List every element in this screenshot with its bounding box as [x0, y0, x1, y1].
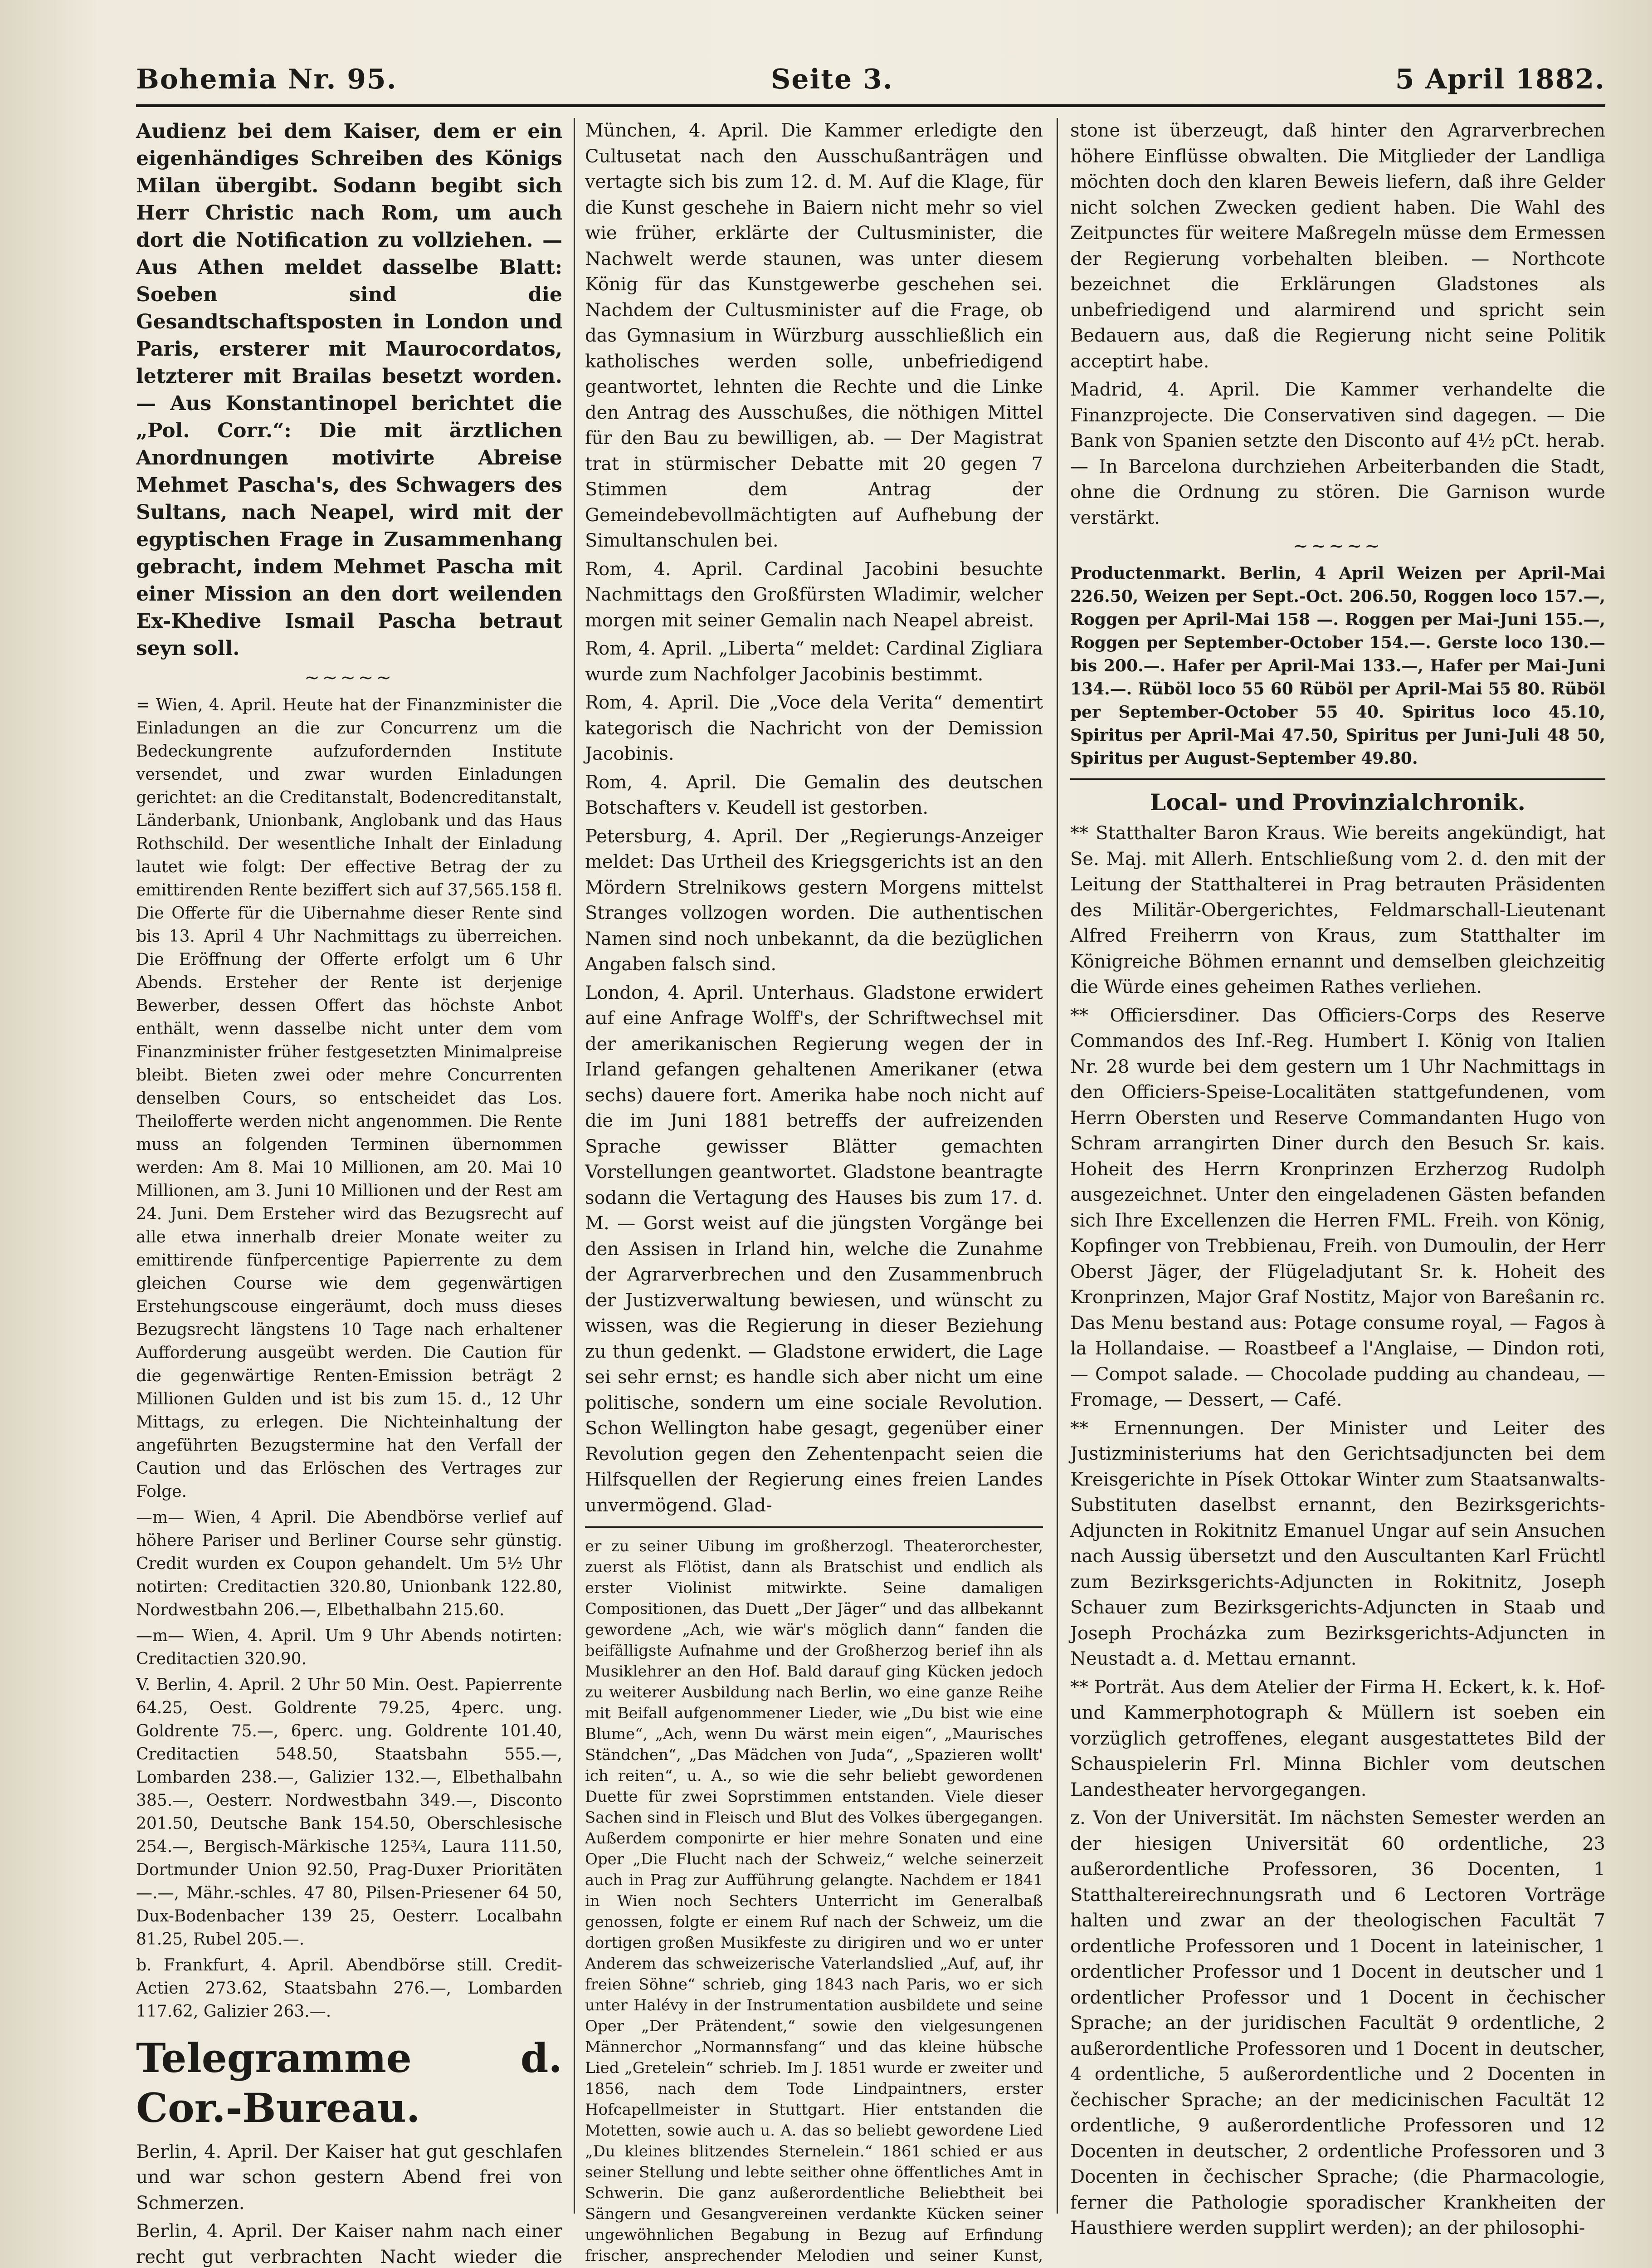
article-text: = Wien, 4. April. Heute hat der Finanzminister die Einladungen an die zur Concurrenz um die Bedeckungrente aufzufordernden Institute versendet, und zwar wurden Einladungen gerichtet: an die Creditanstalt, Bodencreditanstalt, Länderbank, Unionbank, Anglobank und das Haus Rothschild. Der wesentliche Inhalt der Einladung lautet wie folgt: Der effective Betrag der zu emittirenden Rente beziffert sich auf 37,565.158 fl. Die Offerte für die Uibernahme dieser Rente sind bis 13. April 4 Uhr Nachmittags zu überreichen. Die Eröffnung der Offerte erfolgt um 6 Uhr Abends. Ersteher der Rente ist derjenige Bewerber, dessen Offert das höchste Anbot enthält, wenn dasselbe nicht unter dem vom Finanzminister früher festgesetzten Minimalpreise bleibt. Bieten zwei oder mehre Concurrenten denselben Cours, so entscheidet das Los. Theilofferte werden nicht angenommen. Die Rente muss an folgenden Terminen übernommen werden: Am 8. Mai 10 Millionen, am 20. Mai 10 Millionen, am 3. Juni 10 Millionen und der Rest am 24. Juni. Dem Ersteher wird das Bezugsrecht auf alle etwa innerhalb dreier Monate weiter zu emittirende fünfpercentige Papierrente zu dem gleichen Course wie dem gegenwärtigen Erstehungscouse eingeräumt, doch muss dieses Bezugsrecht längstens 10 Tage nach erhaltener Aufforderung ausgeübt werden. Die Caution für die gegenwärtige Renten-Emission beträgt 2 Millionen Gulden und ist bis zum 15. d., 12 Uhr Mittags, zu erlegen. Die Nichteinhaltung der angeführten Bezugstermine hat den Verfall der Caution und das Erlöschen des Vertrages zur Folge. — [136, 695, 562, 1501]
article-text: z. Von der Universität. Im nächsten Semester werden an der hiesigen Universität 60 ordentliche, 23 außerordentliche Professoren, 36 Docenten, 1 Statthaltereirechnungsrath und 6 Lectoren Vorträge halten und zwar an der theologischen Facultät 7 ordentliche Professoren und 1 Docent in lateinischer, 1 ordentlicher Professor und 1 Docent in deutscher und 1 ordentlicher Professor und 1 Docent in čechischer Sprache; an der juridischen Facultät 9 ordentliche, 2 außerordentliche Professoren und 1 Docent in deutscher, 4 ordentliche, 5 außerordentliche und 2 Docenten in čechischer Sprache; an der medicinischen Facultät 12 ordentliche, 9 außerordentliche Professoren und 12 Docenten in deutscher, 2 ordentliche Professoren und 3 Docenten in čechischer Sprache; (die Pharmacologie, ferner die Pathologie sporadischer Krankheiten der Hausthiere werden supplirt werden); an der philosophi- — [1070, 1808, 1605, 2239]
section-heading: Telegramme d. Cor.-Bureau. — [136, 2034, 562, 2131]
page-header — [136, 64, 1605, 104]
article-text: Berlin, 4. April. Der Kaiser hat gut geschlafen und war schon gestern Abend frei von Schmerzen. — [136, 2141, 562, 2214]
article-text: Rom, 4. April. Die Gemalin des deutschen Botschafters v. Keudell ist gestorben. — [585, 772, 1043, 818]
column-1 — [136, 118, 562, 2268]
column-divider — [574, 118, 575, 2214]
article-text: London, 4. April. Unterhaus. Gladstone erwidert auf eine Anfrage Wolff's, der Schriftwechsel mit der amerikanischen Regierung wegen der in Irland gefangen gehaltenen Amerikaner (etwa sechs) dauere fort. Amerika habe noch nicht auf die im Juni 1881 betreffs der aufreizenden Sprache gewisser Blätter gemachten Vorstellungen geantwortet. Gladstone beantragte sodann die Vertagung des Hauses bis zum 17. d. M. — Gorst weist auf die jüngsten Vorgänge bei den Assisen in Irland hin, welche die Zunahme der Agrarverbrechen und den Zusammenbruch der Justizverwaltung bewiesen, und wünscht zu wissen, was die Regierung in dieser Beziehung zu thun gedenkt. — Gladstone erwidert, die Lage sei sehr ernst; es handle sich aber nicht um eine politische, sondern um eine sociale Revolution. Schon Wellington habe gesagt, gegenüber einer Revolution gegen den Zehentenpacht seien die Hilfsquellen der Regierung eines freien Landes unvermögend. Glad- — [585, 982, 1043, 1516]
article-text: —m— Wien, 4 April. Die Abendbörse verlief auf höhere Pariser und Berliner Course sehr günstig. Credit wurden ex Coupon gehandelt. Um 5½ Uhr notirten: Creditactien 320.80, Unionbank 122.80, Nordwestbahn 206.—, Elbethalbahn 215.60. — [136, 1508, 562, 1619]
article-text: München, 4. April. Die Kammer erledigte den Cultusetat nach den Ausschußanträgen und vertagte sich bis zum 12. d. M. Auf die Klage, für die Kunst geschehe in Baiern nicht mehr so viel wie früher, erklärte der Cultusminister, die Nachwelt werde staunen, was unter diesem König für das Kunstgewerbe geschehen sei. Nachdem der Cultusminister auf die Frage, ob das Gymnasium in Würzburg ausschließlich ein katholisches werden solle, unbefriedigend geantwortet, lehnten die Rechte und die Linke den Antrag des Ausschußes, die nöthigen Mittel für den Bau zu bewilligen, ab. — Der Magistrat trat in stürmischer Debatte mit 20 gegen 7 Stimmen dem Antrag der Gemeindebevollmächtigten auf Aufhebung der Simultanschulen bei. — [585, 120, 1043, 551]
article-text: ** Officiersdiner. Das Officiers-Corps des Reserve Commandos des Inf.-Reg. Humbert I. König von Italien Nr. 28 wurde bei dem gestern um 1 Uhr Nachmittags in den Officiers-Speise-Localitäten stattgefundenen, vom Herrn Obersten und Reserve Commandanten Hugo von Schram arrangirten Diner durch den Besuch Sr. kais. Hoheit des Herrn Kronprinzen Erzherzog Rudolph ausgezeichnet. Unter den eingeladenen Gästen befanden sich Ihre Excellenzen die Herren FML. Freih. von König, Kopfinger von Trebbienau, Freih. von Dumoulin, der Herr Oberst Jäger, der Flügeladjutant Sr. k. Hoheit des Kronprinzen, Major Graf Nostitz, Major von Bareŝanin rc. Das Menu bestand aus: Potage consume royal, — Fagos à la Hollandaise. — Roastbeef a l'Anglaise, — Dindon roti, — Compot salade. — Chocolade pudding au chandeau, — Fromage, — Dessert, — Café. — [1070, 1005, 1605, 1410]
article-text: ** Porträt. Aus dem Atelier der Firma H. Eckert, k. k. Hof- und Kammerphotograph & Müllern ist soeben ein vorzüglich getroffenes, elegant ausgestattetes Bild der Schauspielerin Frl. Minna Bichler vom deutschen Landestheater hervorgegangen. — [1070, 1677, 1605, 1800]
page-number: Seite 3. — [771, 64, 893, 95]
masthead-issue: Bohemia Nr. 95. — [136, 64, 397, 95]
article-text: Rom, 4. April. „Liberta“ meldet: Cardinal Zigliara wurde zum Nachfolger Jacobinis bestimmt. — [585, 638, 1043, 685]
column-divider — [1057, 118, 1058, 2214]
footnote-text: er zu seiner Uibung im großherzogl. Theaterorchester, zuerst als Flötist, dann als Bratschist und endlich als erster Violinist mitwirkte. Seine damaligen Compositionen, das Duett „Der Jäger“ und das allbekannt gewordene „Ach, wie wär's möglich dann“ fanden die beifälligste Aufnahme und der Großherzog berief ihn als Musiklehrer an den Hof. Bald darauf ging Kücken jedoch zu weiterer Ausbildung nach Berlin, wo eine ganze Reihe mit Beifall aufgenommener Lieder, wie „Du bist wie eine Blume“, „Ach, wenn Du wärst mein eigen“, „Maurisches Ständchen“, „Das Mädchen von Juda“, „Spazieren wollt' ich reiten“, u. A., so wie die sehr beliebt gewordenen Duette für zwei Soprstimmen entstanden. Viele dieser Sachen sind in Fleisch und Blut des Volkes übergegangen. Außerdem componirte er hier mehre Sonaten und eine Oper „Die Flucht nach der Schweiz,“ welche seinerzeit auch in Prag zur Aufführung gelangte. Nachdem er 1841 in Wien noch Sechters Unterricht im Generalbaß genossen, folgte er einem Ruf nach der Schweiz, um die dortigen großen Musikfeste zu dirigiren und wo er unter Anderem das schweizerische Vaterlandslied „Auf, auf, ihr freien Söhne“ schrieb, ging 1843 nach Paris, wo er sich unter Halévy in der Instrumentation ausbildete und seine Oper „Der Prätendent,“ sowie den vielgesungenen Männerchor „Normannsfang“ und das kleine hübsche Lied „Gretelein“ schrieb. Im J. 1851 wurde er zweiter und 1856, nach dem Tode Lindpaintners, erster Hofcapellmeister in Stuttgart. Hier entstanden die Motetten, sowie auch u. A. das so beliebt gewordene Lied „Du kleines blitzendes Sternelein.“ 1861 schied er aus seiner Stellung und lebte seither ohne öffentliches Amt in Schwerin. Die ganz außerordentliche Beliebtheit bei Sängern und Gesangvereinen verdankte Kücken seiner ungewöhnlichen Begabung in Bezug auf Erfindung frischer, ansprechender Melodien und seiner Kunst, — [585, 1537, 1043, 2265]
article-text: ** Statthalter Baron Kraus. Wie bereits angekündigt, hat Se. Maj. mit Allerh. Entschließung vom 2. d. den mit der Leitung der Statthalterei in Prag betrauten Präsidenten des Militär-Obergerichtes, Feldmarschall-Lieutenant Alfred Freiherrn von Kraus, zum Statthalter im Königreiche Böhmen ernannt und demselben gleichzeitig die Würde eines geheimen Rathes verliehen. — [1070, 823, 1605, 997]
article-text: b. Frankfurt, 4. April. Abendbörse still. Credit-Actien 273.62, Staatsbahn 276.—, Lombarden 117.62, Galizier 263.—. — [136, 1955, 562, 2021]
issue-date: 5 April 1882. — [1395, 64, 1605, 95]
article-text: Madrid, 4. April. Die Kammer verhandelte die Finanzprojecte. Die Conservativen sind dagegen. — Die Bank von Spanien setzte den Disconto auf 4½ pCt. herab. — In Barcelona durchziehen Arbeiterbanden die Stadt, ohne die Ordnung zu stören. Die Garnison wurde verstärkt. — [1070, 379, 1605, 528]
article-text: Rom, 4. April. Cardinal Jacobini besuchte Nachmittags den Großfürsten Wladimir, welcher morgen mit seiner Gemalin nach Neapel abreist. — [585, 558, 1043, 631]
ornament-divider: ~~~~~ — [1293, 536, 1383, 557]
article-text: ** Ernennungen. Der Minister und Leiter des Justizministeriums hat den Gerichtsadjuncten bei dem Kreisgerichte in Písek Ottokar Winter zum Staatsanwalts-Substituten daselbst ernannt, den Bezirksgerichts-Adjuncten in Rokitnitz Emanuel Ungar auf sein Ansuchen nach Aussig übersetzt und den Auscultanten Karl Früchtl zum Bezirksgerichts-Adjuncten in Rokitnitz, Joseph Schauer zum Bezirksgerichts-Adjuncten in Staab und Joseph Procházka zum Bezirksgerichts-Adjuncten in Neustadt a. d. Mettau ernannt. — [1070, 1418, 1605, 1669]
article-text: Petersburg, 4. April. Der „Regierungs-Anzeiger meldet: Das Urtheil des Kriegsgerichts ist an den Mördern Strelnikows gestern Morgens mittelst Stranges vollzogen worden. Die authentischen Namen sind noch unbekannt, da die bezüglichen Angaben falsch sind. — [585, 826, 1043, 975]
column-3 — [1070, 118, 1605, 2239]
article-text: stone ist überzeugt, daß hinter den Agrarverbrechen höhere Einflüsse obwalten. Die Mitglieder der Landliga möchten doch den klaren Beweis liefern, daß ihre Gelder nicht solchen Zwecken gedient haben. Die Wahl des Zeitpunctes für weitere Maßregeln müsse dem Ermessen der Regierung vorbehalten bleiben. — Northcote bezeichnet die Erklärungen Gladstones als unbefriedigend und alarmirend und spricht sein Bedauern aus, daß die Regierung nicht seine Politik acceptirt habe. — [1070, 120, 1605, 372]
ornament-divider: ~~~~~ — [304, 667, 394, 688]
article-text: Berlin, 4. April. Der Kaiser nahm nach einer recht gut verbrachten Nacht wieder die — [136, 2221, 562, 2268]
column-2 — [585, 118, 1043, 2265]
article-text: V. Berlin, 4. April. 2 Uhr 50 Min. Oest. Papierrente 64.25, Oest. Goldrente 79.25, 4perc. ung. Goldrente 75.—, 6perc. ung. Goldrente 101.40, Creditactien 548.50, Staatsbahn 555.—, Lombarden 238.—, Galizier 132.—, Elbethalbahn 385.—, Oesterr. Nordwestbahn 349.—, Disconto 201.50, Deutsche Bank 154.50, Oberschlesische 254.—, Bergisch-Märkische 125¾, Laura 111.50, Dortmunder Union 92.50, Prag-Duxer Prioritäten —.—, Mähr.-schles. 47 80, Pilsen-Priesener 64 50, Dux-Bodenbacher 139 25, Oesterr. Localbahn 81.25, Rubel 205.—. — [136, 1675, 562, 1949]
section-rule — [1070, 778, 1605, 780]
article-text: Rom, 4. April. Die „Voce dela Verita“ dementirt kategorisch die Nachricht von der Demission Jacobinis. — [585, 692, 1043, 764]
article-text: Audienz bei dem Kaiser, dem er ein eigenhändiges Schreiben des Königs Milan übergibt. Sodann begibt sich Herr Christic nach Rom, um auch dort die Notification zu vollziehen. — Aus Athen meldet dasselbe Blatt: Soeben sind die Gesandtschaftsposten in London und Paris, ersterer mit Maurocordatos, letzterer mit Brailas besetzt worden. — Aus Konstantinopel berichtet die „Pol. Corr.“: Die mit ärztlichen Anordnungen motivirte Abreise Mehmet Pascha's, des Schwagers des Sultans, nach Neapel, wird mit der egyptischen Frage in Zusammenhang gebracht, indem Mehmet Pascha mit einer Mission an den dort weilenden Ex-Khedive Ismail Pascha betraut seyn soll. — [136, 120, 562, 660]
article-text: —m— Wien, 4. April. Um 9 Uhr Abends notirten: Creditactien 320.90. — [136, 1626, 562, 1668]
header-rule — [136, 104, 1605, 107]
footnote-rule — [585, 1526, 1043, 1528]
market-report: Productenmarkt. Berlin, 4 April Weizen per April-Mai 226.50, Weizen per Sept.-Oct. 206.50, Roggen loco 157.—, Roggen per April-Mai 158 —. Roggen per Mai-Juni 155.—, Roggen per September-October 154.—. Gerste loco 130.— bis 200.—. Hafer per April-Mai 133.—, Hafer per Mai-Juni 134.—. Rüböl loco 55 60 Rüböl per April-Mai 55 80. Rüböl per September-October 55 40. Spiritus loco 45.10, Spiritus per April-Mai 47.50, Spiritus per Juni-Juli 48 50, Spiritus per August-September 49.80. — [1070, 563, 1605, 768]
section-heading: Local- und Provinzialchronik. — [1150, 788, 1525, 816]
